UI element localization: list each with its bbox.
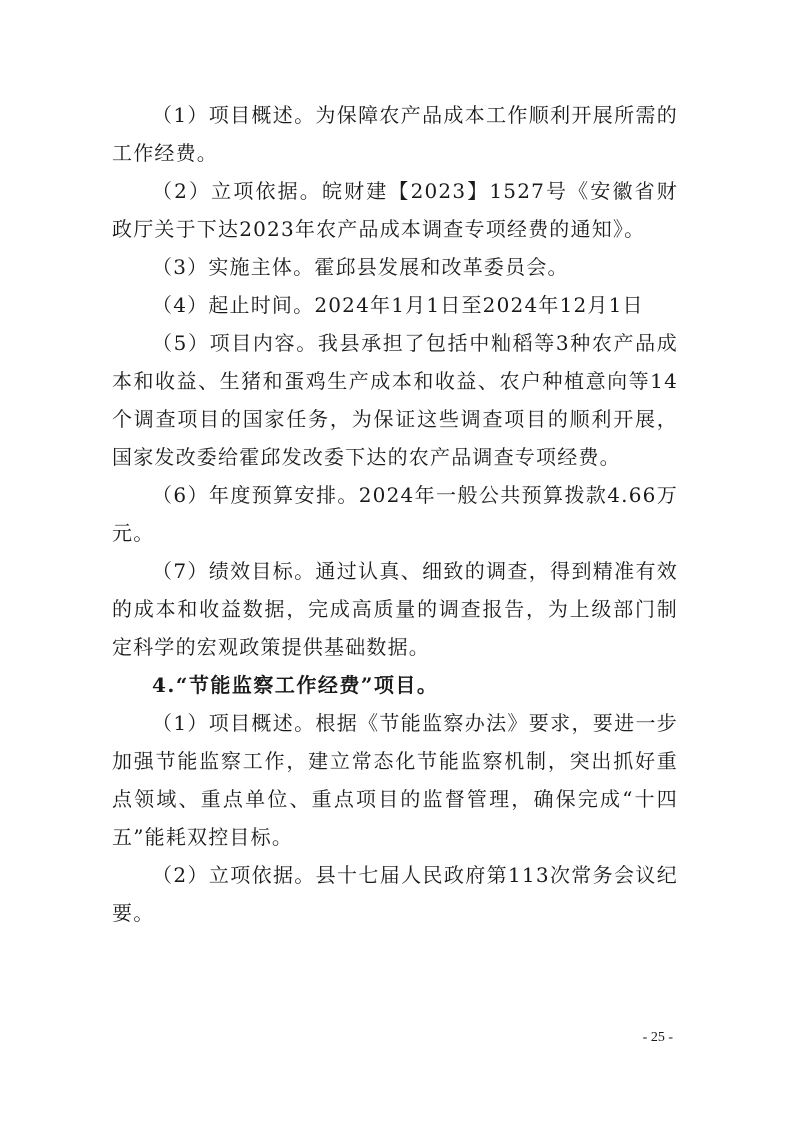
- page-number: - 25 -: [642, 1030, 673, 1045]
- section-heading: 4.“节能监察工作经费”项目。: [152, 673, 439, 697]
- paragraph-project-basis: （2）立项依据。皖财建【2023】1527号《安徽省财政厅关于下达2023年农产品成本调查专项经费的通知》。: [112, 179, 678, 241]
- paragraph-project-content: （5）项目内容。我县承担了包括中籼稻等3种农产品成本和收益、生猪和蛋鸡生产成本和收益、农户种植意向等14个调查项目的国家任务，为保证这些调查项目的顺利开展，国家发改委给霍邱发改委下达的农产品调查专项经费。: [112, 331, 678, 469]
- paragraph-annual-budget: （6）年度预算安排。2024年一般公共预算拨款4.66万元。: [112, 483, 678, 545]
- paragraph-time-period: （4）起止时间。2024年1月1日至2024年12月1日: [152, 293, 644, 317]
- paragraph-performance-goal: （7）绩效目标。通过认真、细致的调查，得到精准有效的成本和收益数据，完成高质量的调查报告，为上级部门制定科学的宏观政策提供基础数据。: [112, 559, 678, 659]
- paragraph-energy-overview: （1）项目概述。根据《节能监察办法》要求，要进一步加强节能监察工作，建立常态化节能监察机制，突出抓好重点领域、重点单位、重点项目的监督管理，确保完成“十四五”能耗双控目标。: [112, 711, 678, 849]
- paragraph-energy-basis: （2）立项依据。县十七届人民政府第113次常务会议纪要。: [112, 863, 678, 925]
- document-body: [112, 96, 678, 932]
- paragraph-project-overview: （1）项目概述。为保障农产品成本工作顺利开展所需的工作经费。: [112, 103, 678, 165]
- paragraph-implementing-body: （3）实施主体。霍邱县发展和改革委员会。: [152, 255, 569, 279]
